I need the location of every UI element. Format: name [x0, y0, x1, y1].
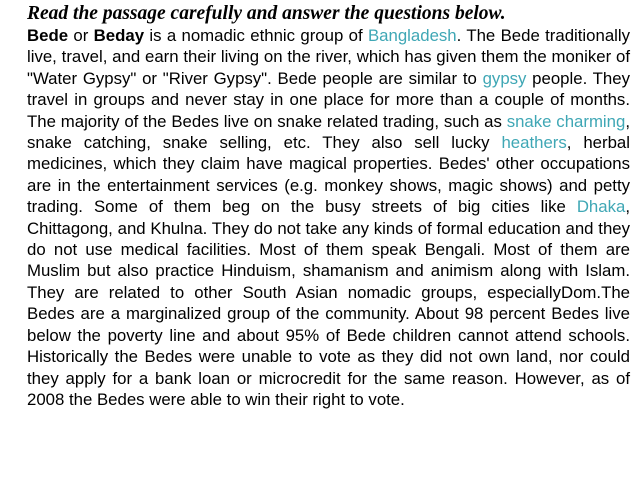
passage-segment-5: , snake catching, snake selling, etc. They also sell lucky	[27, 111, 630, 153]
passage-segment-4: people. They travel in groups and never stay in one place for more than a couple of months. The majority of the Bedes live on snake related trading, such as	[27, 68, 630, 131]
link-snake-charming[interactable]: snake charming	[506, 111, 626, 131]
passage-text	[27, 25, 630, 410]
link-dhaka[interactable]: Dhaka	[576, 197, 626, 217]
link-gypsy[interactable]: gypsy	[482, 68, 527, 88]
passage-segment-7: , Chittagong, and Khulna. They do not take any kinds of formal education and they do not use medical facilities. Most of them speak Bengali. Most of them are Muslim but also practice Hinduism, shamanism and animism along with Islam. They are related to other South Asian nomadic groups, especiallyDom.The Bedes are a marginalized group of the community. About 98 percent Bedes live below the poverty line and about 95% of Bede children cannot attend schools. Historically the Bedes were unable to vote as they did not own land, nor could they apply for a bank loan or microcredit for the same reason. However, as of 2008 the Bedes were able to win their right to vote.	[27, 197, 630, 409]
passage-segment-3: . The Bede traditionally live, travel, and earn their living on the river, which has given them the moniker of "Water Gypsy" or "River Gypsy". Bede people are similar to	[27, 26, 631, 88]
term-beday: Beday	[93, 26, 145, 45]
passage-segment-2: is a nomadic ethnic group of	[144, 26, 368, 45]
passage-segment-1: or	[68, 26, 94, 45]
link-bangladesh[interactable]: Bangladesh	[367, 26, 457, 45]
term-bede: Bede	[27, 26, 69, 45]
instruction-heading: Read the passage carefully and answer the questions below.	[27, 3, 506, 24]
passage-segment-6: , herbal medicines, which they claim have magical properties. Bedes' other occupations are in the entertainment services (e.g. monkey shows, magic shows) and petty trading. Some of them beg on the busy streets of big cities like	[27, 133, 630, 217]
link-heathers[interactable]: heathers	[501, 133, 567, 153]
